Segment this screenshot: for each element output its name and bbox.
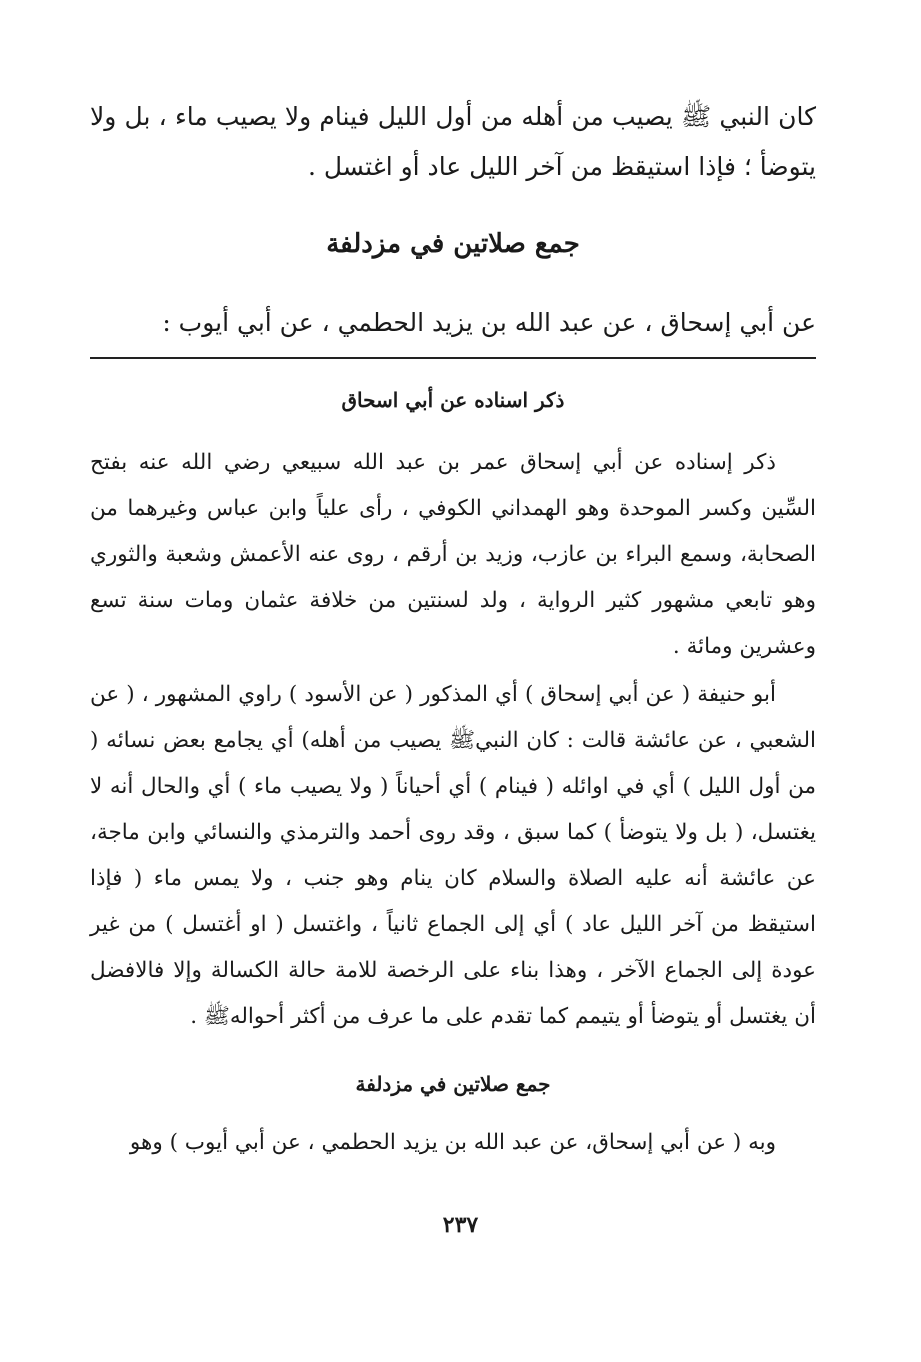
commentary-heading-isnad: ذكر اسناده عن أبي اسحاق (341, 388, 565, 412)
commentary-text-3: وبه ( عن أبي إسحاق، عن عبد الله بن يزيد الحطمي ، عن أبي أيوب ) وهو (129, 1130, 776, 1155)
footnote-divider (90, 357, 816, 359)
commentary-text-1: ذكر إسناده عن أبي إسحاق عمر بن عبد الله سبيعي رضي الله عنه بفتح السِّين وكسر الموحدة وهو الهمداني الكوفي ، رأى علياً وابن عباس وغيرهما من الصحابة، وسمع البراء بن عازب، وزيد بن أرقم ، روى عنه الأعمش وشعبة والثوري وهو تابعي مشهور كثير الرواية ، ولد لسنتين من خلافة عثمان ومات سنة تسع وعشرين ومائة . (90, 450, 816, 659)
main-heading: جمع صلاتين في مزدلفة (326, 229, 580, 259)
hadith-text (90, 92, 816, 192)
page-number: ٢٣٧ (442, 1212, 479, 1238)
commentary-text-2: أبو حنيفة ( عن أبي إسحاق ) أي المذكور ( عن الأسود ) راوي المشهور ، ( عن الشعبي ، عن عائشة قالت : كان النبيﷺ يصيب من أهله) أي يجامع بعض نسائه ( من أول الليل ) أي في اوائله ( فينام ) أي أحياناً ( ولا يصيب ماء ) أي والحال أنه لا يغتسل، ( بل ولا يتوضأ ) كما سبق ، وقد روى أحمد والترمذي والنسائي وابن ماجة، عن عائشة أنه عليه الصلاة والسلام كان ينام وهو جنب ، ولا يمس ماء ( فإذا استيقظ من آخر الليل عاد ) أي إلى الجماع ثانياً ، واغتسل ( او أغتسل ) من غير عودة إلى الجماع الآخر ، وهذا بناء على الرخصة للامة حالة الكسالة وإلا فالافضل أن يغتسل أو يتوضأ أو يتيمم كما تقدم على ما عرف من أكثر أحوالهﷺ . (90, 682, 816, 1029)
isnad-line: عن أبي إسحاق ، عن عبد الله بن يزيد الحطمي ، عن أبي أيوب : (162, 308, 816, 337)
commentary-paragraph-1 (90, 440, 816, 670)
hadith-paragraph: كان النبي ﷺ يصيب من أهله من أول الليل فينام ولا يصيب ماء ، بل ولا يتوضأ ؛ فإذا استيقظ من آخر الليل عاد أو اغتسل . (90, 102, 816, 181)
commentary-heading-muzdalifa: جمع صلاتين في مزدلفة (355, 1072, 551, 1096)
commentary-paragraph-2 (90, 672, 816, 1040)
commentary-paragraph-3 (90, 1120, 816, 1166)
